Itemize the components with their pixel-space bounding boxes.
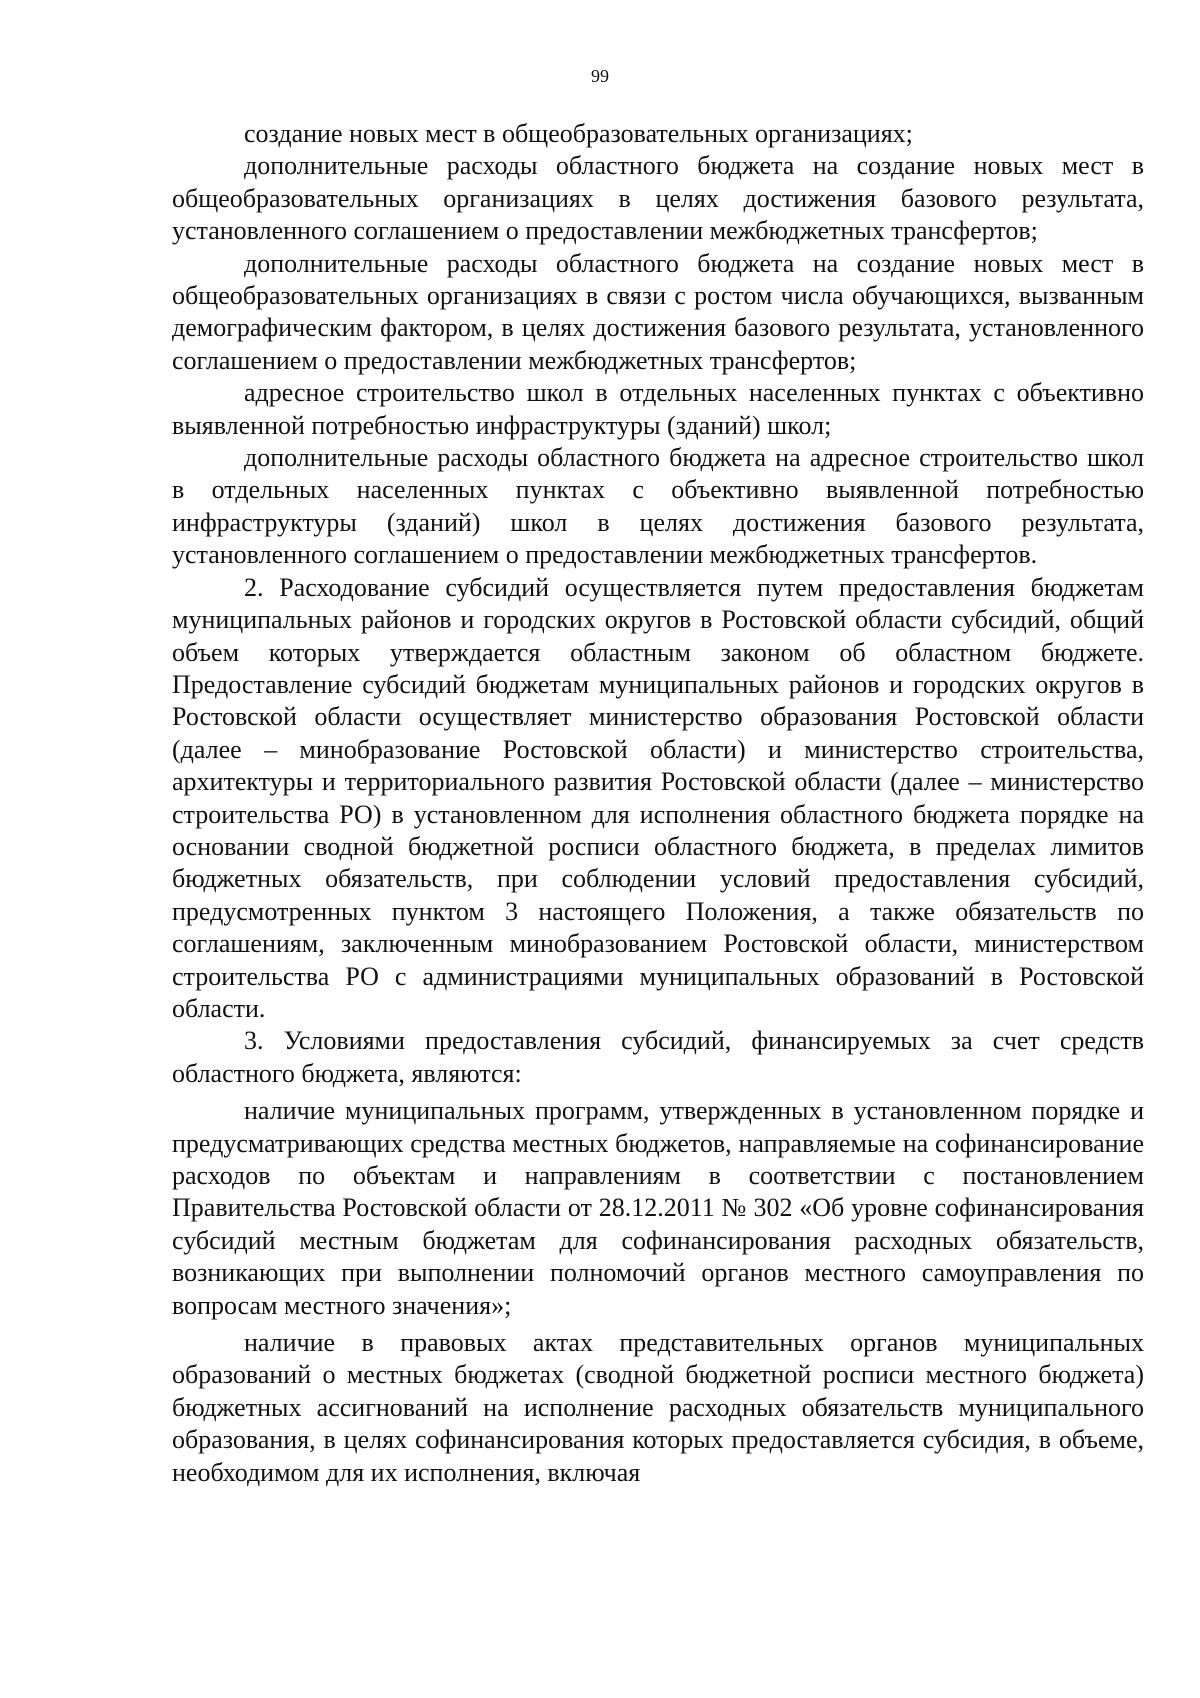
- paragraph: дополнительные расходы областного бюджета на адресное строительство школ в отдельных населенных пунктах с объективно выявленной потребностью инфраструктуры (зданий) школ в целях достижения базового результата, установленного соглашением о предоставлении межбюджетных трансфертов.: [172, 443, 1144, 570]
- paragraph: 2. Расходование субсидий осуществляется путем предоставления бюджетам муниципальных районов и городских округов в Ростовской области субсидий, общий объем которых утверждается областным законом об областном бюджете. Предоставление субсидий бюджетам муниципальных районов и городских округов в Ростовской области осуществляет министерство образования Ростовской области (далее – минобразование Ростовской области) и министерство строительства, архитектуры и территориального развития Ростовской области (далее – министерство строительства РО) в установленном для исполнения областного бюджета порядке на основании сводной бюджетной росписи областного бюджета, в пределах лимитов бюджетных обязательств, при соблюдении условий предоставления субсидий, предусмотренных пунктом 3 настоящего Положения, а также обязательств по соглашениям, заключенным минобразованием Ростовской области, министерством строительства РО с администрациями муниципальных образований в Ростовской области.: [172, 572, 1144, 1023]
- paragraph: наличие муниципальных программ, утвержденных в установленном порядке и предусматривающих средства местных бюджетов, направляемые на софинансирование расходов по объектам и направлениям в соответствии с постановлением Правительства Ростовской области от 28.12.2011 № 302 «Об уровне софинансирования субсидий местным бюджетам для софинансирования расходных обязательств, возникающих при выполнении полномочий органов местного самоуправления по вопросам местного значения»;: [172, 1096, 1144, 1320]
- page-number: 99: [591, 66, 609, 86]
- paragraph: 3. Условиями предоставления субсидий, финансируемых за счет средств областного бюджета, являются:: [172, 1026, 1144, 1088]
- paragraph: дополнительные расходы областного бюджета на создание новых мест в общеобразовательных организациях в связи с ростом числа обучающихся, вызванным демографическим фактором, в целях достижения базового результата, установленного соглашением о предоставлении межбюджетных трансфертов;: [172, 248, 1144, 375]
- paragraph: дополнительные расходы областного бюджета на создание новых мест в общеобразовательных организациях в целях достижения базового результата, установленного соглашением о предоставлении межбюджетных трансфертов;: [172, 151, 1144, 246]
- paragraph: создание новых мест в общеобразовательных организациях;: [244, 119, 913, 148]
- document-body: [172, 118, 1144, 1489]
- paragraph: адресное строительство школ в отдельных населенных пунктах с объективно выявленной потребностью инфраструктуры (зданий) школ;: [172, 378, 1144, 440]
- paragraph: наличие в правовых актах представительных органов муниципальных образований о местных бюджетах (сводной бюджетной росписи местного бюджета) бюджетных ассигнований на исполнение расходных обязательств муниципального образования, в целях софинансирования которых предоставляется субсидия, в объеме, необходимом для их исполнения, включая: [172, 1328, 1144, 1487]
